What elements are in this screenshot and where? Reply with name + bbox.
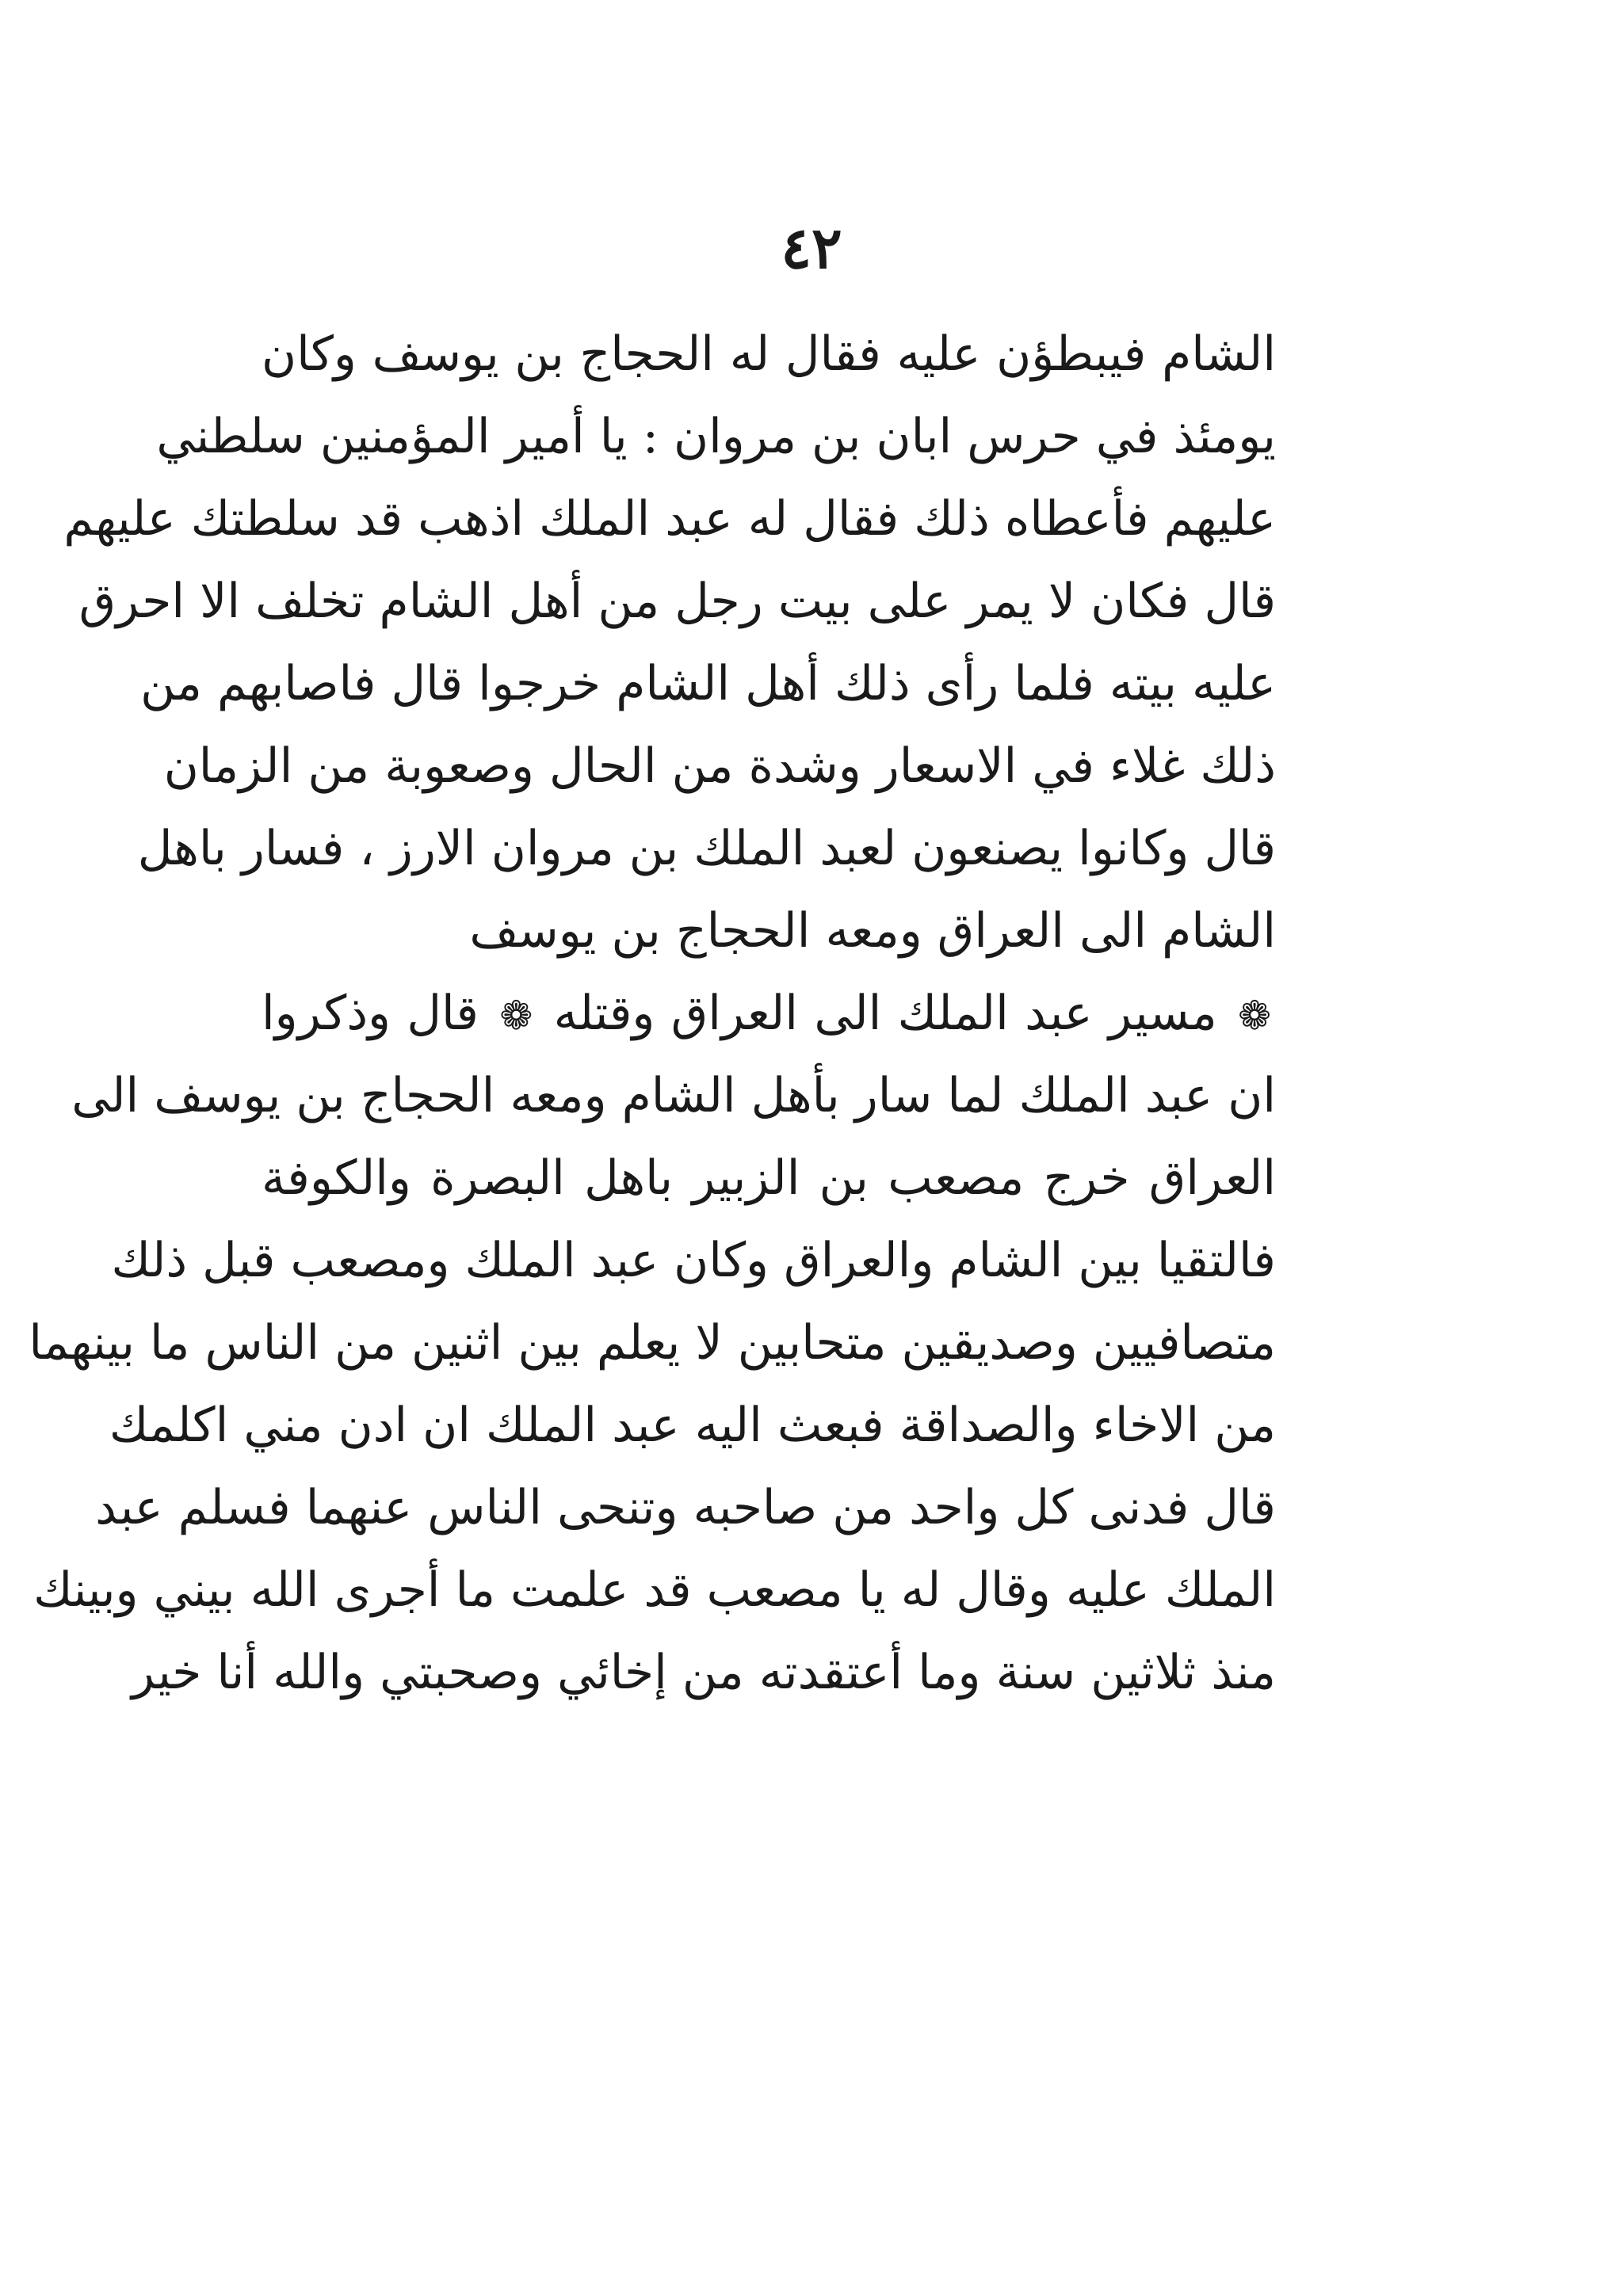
text-line: قال وكانوا يصنعون لعبد الملك بن مروان الارز ، فسار باهل — [137, 821, 1276, 876]
text-line: الشام الى العراق ومعه الحجاج بن يوسف — [469, 903, 1276, 959]
text-line: ان عبد الملك لما سار بأهل الشام ومعه الحجاج بن يوسف الى — [71, 1068, 1276, 1123]
text-line: الملك عليه وقال له يا مصعب قد علمت ما أجرى الله بيني وبينك — [33, 1562, 1276, 1618]
body-text — [29, 313, 1276, 1714]
text-line: يومئذ في حرس ابان بن مروان : يا أمير المؤمنين سلطني — [156, 409, 1276, 464]
text-line: عليه بيته فلما رأى ذلك أهل الشام خرجوا قال فاصابهم من — [140, 656, 1276, 711]
heading-continuation: قال وذكروا — [262, 986, 479, 1041]
text-line: ذلك غلاء في الاسعار وشدة من الحال وصعوبة من الزمان — [163, 738, 1276, 794]
text-line: منذ ثلاثين سنة وما أعتقدته من إخائي وصحبتي والله أنا خير — [131, 1645, 1276, 1700]
section-heading-line — [262, 972, 1276, 1055]
ornament-icon: ❁ — [1238, 993, 1272, 1039]
text-line: قال فكان لا يمر على بيت رجل من أهل الشام تخلف الا احرق — [78, 574, 1276, 629]
page-number: ٤٢ — [781, 214, 842, 281]
ornament-icon: ❁ — [499, 993, 533, 1039]
text-line: العراق خرج مصعب بن الزبير باهل البصرة والكوفة — [262, 1150, 1276, 1206]
text-line: قال فدنى كل واحد من صاحبه وتنحى الناس عنهما فسلم عبد — [95, 1480, 1276, 1535]
text-line: الشام فيبطؤن عليه فقال له الحجاج بن يوسف وكان — [262, 326, 1276, 382]
text-line: عليهم فأعطاه ذلك فقال له عبد الملك اذهب قد سلطتك عليهم — [63, 491, 1276, 547]
text-line: فالتقيا بين الشام والعراق وكان عبد الملك ومصعب قبل ذلك — [111, 1233, 1276, 1288]
text-line: من الاخاء والصداقة فبعث اليه عبد الملك ان ادن مني اكلمك — [109, 1398, 1276, 1453]
text-line: متصافيين وصديقين متحابين لا يعلم بين اثنين من الناس ما بينهما — [29, 1315, 1276, 1371]
section-heading: مسير عبد الملك الى العراق وقتله — [553, 986, 1217, 1041]
